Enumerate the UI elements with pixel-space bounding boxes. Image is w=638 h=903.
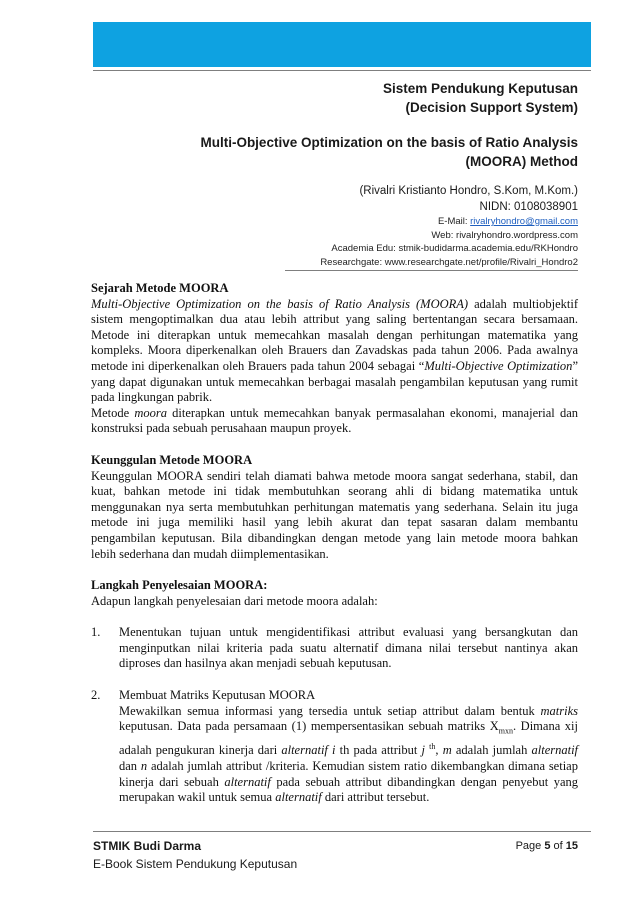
document-subtitle — [200, 133, 578, 171]
contact-block — [320, 215, 578, 269]
author-name: (Rivalri Kristianto Hondro, S.Kom, M.Kom.) — [359, 185, 578, 197]
academia-line: Academia Edu: stmik-budidarma.academia.edu/RKHondro — [331, 243, 578, 254]
sejarah-paragraph-1: Multi-Objective Optimization on the basis of Ratio Analysis (MOORA) adalah multiobjektif sistem mengoptimalkan dua atau lebih attribut yang saling bertentangan secara bersamaan. Metode ini diterapkan untuk memecahkan masalah dengan perhitungan matematika yang kompleks. Moora diperkenalkan oleh Brauers dan Zavadskas pada tahun 2006. Pada awalnya metode ini diperkenalkan oleh Brauers pada tahun 2004 sebagai “Multi-Objective Optimization” yang dapat digunakan untuk memecahkan berbagai masalah pengambilan keputusan yang rumit pada lingkungan pabrik. — [91, 296, 579, 405]
web-line: Web: rivalryhondro.wordpress.com — [431, 229, 578, 241]
author-nidn: NIDN: 0108038901 — [479, 201, 578, 213]
section-heading-keunggulan: Keunggulan Metode MOORA — [91, 452, 253, 467]
section-heading-sejarah: Sejarah Metode MOORA — [91, 281, 229, 295]
list-item — [91, 625, 578, 672]
researchgate-line: Researchgate: www.researchgate.net/profile/Rivalri_Hondro2 — [320, 256, 578, 268]
list-number: 1. — [91, 625, 101, 640]
email-link[interactable]: rivalryhondro@gmail.com — [470, 216, 578, 227]
email-line — [320, 215, 578, 229]
header-rule — [93, 70, 591, 71]
body-content — [91, 281, 578, 806]
email-label: E-Mail: — [437, 216, 471, 227]
langkah-intro: Adapun langkah penyelesaian dari metode moora adalah: — [91, 593, 378, 608]
section-heading-langkah: Langkah Penyelesaian MOORA: — [91, 578, 268, 593]
subtitle-line-2: (MOORA) Method — [465, 154, 578, 169]
list-item-text: Mewakilkan semua informasi yang tersedia untuk setiap attribut dalam bentuk matriks keputusan. Data pada persamaan (1) mempersentasikan sebuah matriks $X_{mxn}$. Dimana xij adalah pengukuran kinerja dari alternatif i th pada attribut j $^{th}$, m adalah jumlah alternatif dan n adalah jumlah attribut /kriteria. Kemudian sistem ratio dikembangkan dimana setiap kinerja dari sebuah alternatif pada sebuah attribut dibandingkan dengan penyebut yang merupakan wakil untuk semua alternatif dari attribut tersebut. — [119, 703, 579, 805]
list-item-title: Membuat Matriks Keputusan MOORA — [119, 688, 316, 703]
document-title — [383, 79, 578, 117]
title-line-2: (Decision Support System) — [405, 100, 578, 115]
footer-org: STMIK Budi Darma — [93, 839, 202, 853]
header-banner — [93, 22, 591, 67]
page-number: Page 5 of 15 — [515, 840, 578, 852]
footer-rule — [93, 831, 591, 832]
footer-book: E-Book Sistem Pendukung Keputusan — [93, 857, 298, 871]
list-item — [91, 688, 578, 806]
sejarah-paragraph-2: Metode moora diterapkan untuk memecahkan banyak permasalahan ekonomi, manajerial dan konstruksi pada sebuah perusahaan maupun proyek. — [91, 405, 578, 436]
list-item-text: Menentukan tujuan untuk mengidentifikasi attribut evaluasi yang bersangkutan dan menginputkan nilai kriteria pada suatu alternatif dimana nilai tersebut nantinya akan diproses dan hasilnya akan menjadi sebuah keputusan. — [119, 625, 578, 671]
contact-rule — [285, 270, 578, 271]
list-number: 2. — [91, 688, 101, 703]
author-block — [359, 183, 578, 215]
title-line-1: Sistem Pendukung Keputusan — [382, 81, 578, 96]
keunggulan-paragraph: Keunggulan MOORA sendiri telah diamati bahwa metode moora sangat sederhana, stabil, dan kuat, bahkan metode ini tidak membutuhkan seorang ahli di bidang matematika untuk menggunakan nya serta membutuhkan perhitungan matematis yang sederhana. Selain itu juga metode ini juga memiliki hasil yang lebih akurat dan tepat sasaran dalam membantu pengambilan keputusan. Bila dibandingkan dengan metode yang lain metode moora bahkan lebih sederhana dan mudah diimplementasikan. — [91, 468, 578, 561]
subtitle-line-1: Multi-Objective Optimization on the basis of Ratio Analysis — [200, 135, 578, 150]
